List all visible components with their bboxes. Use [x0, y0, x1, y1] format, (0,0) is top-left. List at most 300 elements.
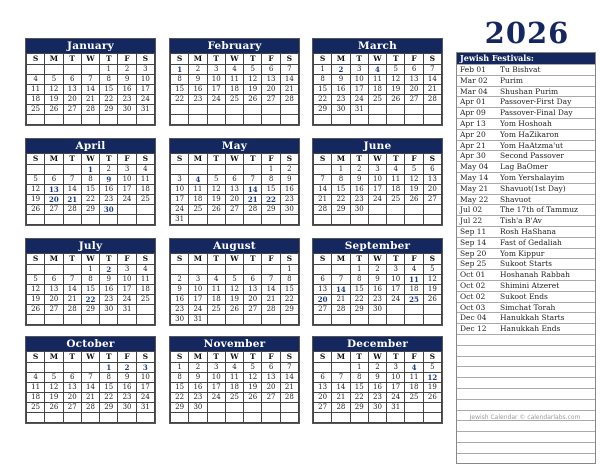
- festival-date: May 04: [460, 162, 489, 172]
- day-cell: [171, 413, 189, 423]
- day-cell: [368, 413, 386, 423]
- day-cell: 14: [81, 85, 99, 95]
- weekday-header: M: [189, 254, 207, 265]
- day-cell: 19: [207, 195, 225, 205]
- day-cell: 8: [81, 275, 99, 285]
- festival-name: Passover-Final Day: [500, 108, 573, 118]
- festival-row: [457, 237, 595, 248]
- weekday-header: M: [332, 254, 350, 265]
- weekday-header: F: [118, 154, 136, 165]
- month-title: January: [26, 39, 155, 53]
- day-cell: [118, 315, 136, 325]
- day-cell: 7: [423, 65, 441, 75]
- festival-date: Apr 01: [460, 97, 486, 107]
- day-cell: 26: [244, 393, 262, 403]
- day-cell: [405, 403, 423, 413]
- day-cell: 10: [171, 185, 189, 195]
- day-cell: 11: [387, 175, 405, 185]
- day-cell: 28: [262, 305, 280, 315]
- day-cell: [244, 413, 262, 423]
- day-cell: 28: [81, 105, 99, 115]
- day-cell: 5: [45, 373, 63, 383]
- day-cell: 19: [27, 195, 45, 205]
- month-title: May: [170, 139, 299, 153]
- day-cell: 12: [207, 185, 225, 195]
- weekday-header: W: [81, 352, 99, 363]
- day-cell: 19: [423, 285, 441, 295]
- day-cell: 8: [81, 175, 99, 185]
- day-cell: 14: [262, 285, 280, 295]
- day-cell: [63, 115, 81, 125]
- day-cell: 14: [314, 185, 332, 195]
- day-cell: 19: [405, 185, 423, 195]
- day-cell: 7: [244, 175, 262, 185]
- day-cell: 26: [423, 295, 441, 305]
- day-cell: 31: [136, 105, 154, 115]
- weekday-header: S: [136, 154, 154, 165]
- day-cell: 1: [314, 65, 332, 75]
- day-cell: 22: [81, 195, 99, 205]
- day-cell: 2: [280, 165, 298, 175]
- day-cell: 9: [350, 175, 368, 185]
- day-cell: 20: [314, 393, 332, 403]
- day-cell: [423, 403, 441, 413]
- day-cell: 29: [332, 205, 350, 215]
- footer-credit: Jewish Calendar © calendarlabs.com: [469, 414, 581, 421]
- festival-date: Sep 11: [460, 226, 487, 236]
- day-cell: [171, 165, 189, 175]
- day-cell: 25: [207, 305, 225, 315]
- day-cell: 28: [332, 305, 350, 315]
- festival-row: [457, 129, 595, 140]
- day-cell: 26: [225, 305, 243, 315]
- festival-row: [457, 172, 595, 183]
- festival-blank-row: [457, 420, 595, 431]
- day-cell: 23: [189, 393, 207, 403]
- day-cell: 22: [100, 95, 118, 105]
- day-cell: [368, 215, 386, 225]
- day-cell: [27, 215, 45, 225]
- day-cell: [405, 115, 423, 125]
- day-cell: 10: [136, 373, 154, 383]
- weekday-header: T: [100, 352, 118, 363]
- day-cell: 29: [350, 305, 368, 315]
- festival-row: [457, 140, 595, 151]
- day-cell: 27: [225, 205, 243, 215]
- day-cell: 1: [100, 363, 118, 373]
- day-cell: [100, 315, 118, 325]
- day-cell: 21: [63, 195, 81, 205]
- day-cell: [387, 413, 405, 423]
- weekday-header: S: [280, 54, 298, 65]
- weekday-header: T: [100, 54, 118, 65]
- day-cell: 2: [350, 165, 368, 175]
- festival-name: Yom Yershalayim: [500, 172, 565, 182]
- weekday-header: W: [81, 54, 99, 65]
- day-cell: [118, 115, 136, 125]
- month-title: October: [26, 337, 155, 351]
- month-title: February: [170, 39, 299, 53]
- day-cell: 7: [63, 175, 81, 185]
- day-cell: 21: [244, 195, 262, 205]
- day-cell: 30: [118, 403, 136, 413]
- day-cell: 17: [350, 85, 368, 95]
- month-may: [169, 138, 300, 226]
- festival-name: Fast of Gedaliah: [500, 237, 562, 247]
- day-cell: [225, 105, 243, 115]
- weekday-header: S: [136, 254, 154, 265]
- festival-blank-row: [457, 431, 595, 442]
- day-cell: 29: [100, 403, 118, 413]
- weekday-header: T: [387, 352, 405, 363]
- day-cell: 19: [423, 383, 441, 393]
- day-cell: 26: [405, 195, 423, 205]
- day-cell: 25: [189, 205, 207, 215]
- day-cell: 3: [368, 165, 386, 175]
- day-cell: 13: [423, 175, 441, 185]
- day-cell: 8: [171, 75, 189, 85]
- festival-blank-row: [457, 345, 595, 356]
- festival-date: Jul 02: [460, 205, 483, 215]
- day-cell: [63, 315, 81, 325]
- festival-row: [457, 323, 595, 334]
- day-cell: [189, 215, 207, 225]
- weekday-header: S: [314, 154, 332, 165]
- day-cell: 27: [262, 393, 280, 403]
- day-cell: 18: [207, 295, 225, 305]
- day-cell: 7: [280, 65, 298, 75]
- day-cell: 3: [387, 363, 405, 373]
- festival-blank-row: [457, 377, 595, 388]
- day-cell: 23: [189, 95, 207, 105]
- month-november: [169, 336, 300, 424]
- day-cell: [225, 165, 243, 175]
- day-cell: 12: [387, 75, 405, 85]
- weekday-header: S: [171, 254, 189, 265]
- day-cell: 13: [405, 75, 423, 85]
- day-cell: 20: [63, 95, 81, 105]
- day-cell: 31: [136, 403, 154, 413]
- day-cell: 5: [244, 363, 262, 373]
- day-cell: 12: [405, 175, 423, 185]
- day-cell: [225, 265, 243, 275]
- day-cell: [244, 265, 262, 275]
- day-cell: 26: [45, 105, 63, 115]
- day-cell: 20: [225, 195, 243, 205]
- day-cell: 6: [314, 373, 332, 383]
- day-cell: [314, 265, 332, 275]
- day-cell: 2: [368, 265, 386, 275]
- month-title: August: [170, 239, 299, 253]
- day-cell: 17: [136, 383, 154, 393]
- weekday-header: S: [314, 254, 332, 265]
- weekday-header: S: [314, 352, 332, 363]
- day-cell: [171, 265, 189, 275]
- weekday-header: T: [387, 154, 405, 165]
- day-cell: [280, 105, 298, 115]
- day-cell: 15: [350, 383, 368, 393]
- day-cell: [423, 305, 441, 315]
- day-cell: [225, 315, 243, 325]
- day-cell: 25: [136, 295, 154, 305]
- festival-date: Dec 04: [460, 313, 487, 323]
- festival-date: Oct 02: [460, 280, 486, 290]
- day-cell: 27: [45, 205, 63, 215]
- day-cell: 9: [189, 373, 207, 383]
- weekday-header: S: [314, 54, 332, 65]
- day-cell: 29: [280, 305, 298, 315]
- day-cell: 8: [100, 75, 118, 85]
- day-cell: [63, 215, 81, 225]
- month-title: July: [26, 239, 155, 253]
- weekday-header: T: [207, 254, 225, 265]
- day-cell: [280, 315, 298, 325]
- day-cell: [136, 115, 154, 125]
- weekday-header: T: [387, 54, 405, 65]
- day-cell: [207, 105, 225, 115]
- day-cell: [368, 115, 386, 125]
- day-cell: 1: [81, 165, 99, 175]
- day-cell: 2: [189, 363, 207, 373]
- day-cell: 27: [244, 305, 262, 315]
- festival-blank-row: [457, 453, 595, 464]
- day-cell: [207, 115, 225, 125]
- day-cell: [262, 105, 280, 115]
- day-cell: 4: [405, 265, 423, 275]
- day-cell: 22: [350, 295, 368, 305]
- day-cell: 1: [280, 265, 298, 275]
- day-cell: 29: [262, 205, 280, 215]
- weekday-header: W: [81, 154, 99, 165]
- day-cell: 18: [405, 383, 423, 393]
- day-cell: 11: [405, 373, 423, 383]
- weekday-header: T: [207, 54, 225, 65]
- day-cell: 24: [387, 295, 405, 305]
- day-cell: 26: [387, 95, 405, 105]
- day-cell: 30: [171, 315, 189, 325]
- month-august: [169, 238, 300, 326]
- festival-name: Simchat Torah: [500, 302, 556, 312]
- weekday-header: M: [189, 352, 207, 363]
- day-cell: 6: [423, 165, 441, 175]
- festival-row: [457, 258, 595, 269]
- day-cell: 16: [100, 185, 118, 195]
- day-cell: 31: [387, 403, 405, 413]
- day-cell: 22: [350, 393, 368, 403]
- day-cell: 29: [81, 205, 99, 215]
- day-cell: 6: [45, 175, 63, 185]
- month-january: [25, 38, 156, 126]
- month-april: [25, 138, 156, 226]
- day-cell: 19: [387, 85, 405, 95]
- day-cell: [368, 105, 386, 115]
- day-cell: 1: [81, 265, 99, 275]
- day-cell: 14: [81, 383, 99, 393]
- day-cell: 28: [314, 205, 332, 215]
- day-cell: 10: [350, 75, 368, 85]
- day-cell: 28: [63, 205, 81, 215]
- festival-row: [457, 118, 595, 129]
- weekday-header: T: [100, 154, 118, 165]
- weekday-header: S: [171, 154, 189, 165]
- month-february: [169, 38, 300, 126]
- festival-name: Yom HaAtzma'ut: [500, 140, 564, 150]
- festival-date: Jul 22: [460, 216, 483, 226]
- day-cell: [63, 413, 81, 423]
- festival-name: Hanukkah Ends: [500, 324, 561, 334]
- day-cell: [27, 265, 45, 275]
- day-cell: [81, 65, 99, 75]
- day-cell: 4: [405, 363, 423, 373]
- day-cell: [405, 105, 423, 115]
- day-cell: 2: [189, 65, 207, 75]
- festival-name: Shavuot(1st Day): [500, 183, 566, 193]
- day-cell: [244, 315, 262, 325]
- day-cell: [225, 413, 243, 423]
- day-cell: 24: [136, 393, 154, 403]
- day-cell: [45, 165, 63, 175]
- day-cell: 6: [405, 65, 423, 75]
- day-cell: 6: [63, 373, 81, 383]
- festival-date: May 21: [460, 183, 489, 193]
- festival-date: Apr 30: [460, 151, 486, 161]
- day-cell: [314, 363, 332, 373]
- day-cell: 9: [332, 75, 350, 85]
- festival-date: Sep 20: [460, 248, 487, 258]
- festivals-title: Jewish Festivals:: [457, 53, 595, 64]
- day-cell: 16: [368, 383, 386, 393]
- day-cell: 27: [63, 403, 81, 413]
- day-cell: [136, 315, 154, 325]
- weekday-header: M: [332, 54, 350, 65]
- day-cell: 16: [118, 85, 136, 95]
- weekday-header: M: [45, 154, 63, 165]
- day-cell: 6: [262, 363, 280, 373]
- day-cell: 17: [207, 85, 225, 95]
- day-cell: 2: [171, 275, 189, 285]
- festival-name: Yom Kippur: [500, 248, 545, 258]
- day-cell: 2: [368, 363, 386, 373]
- day-cell: [350, 413, 368, 423]
- day-cell: [387, 205, 405, 215]
- day-cell: 4: [27, 75, 45, 85]
- day-cell: 23: [368, 393, 386, 403]
- festival-name: Purim: [500, 75, 523, 85]
- day-cell: 30: [118, 105, 136, 115]
- day-cell: [63, 363, 81, 373]
- day-cell: 21: [423, 85, 441, 95]
- day-cell: 10: [207, 75, 225, 85]
- day-cell: [27, 165, 45, 175]
- day-cell: [63, 265, 81, 275]
- day-cell: 3: [189, 275, 207, 285]
- day-cell: 3: [118, 265, 136, 275]
- weekday-header: S: [136, 54, 154, 65]
- day-cell: 16: [280, 185, 298, 195]
- festival-date: Sep 25: [460, 259, 487, 269]
- day-cell: [118, 215, 136, 225]
- day-cell: [262, 115, 280, 125]
- festival-blank-row: [457, 356, 595, 367]
- weekday-header: W: [225, 352, 243, 363]
- festivals-list: [457, 64, 595, 463]
- day-cell: 18: [27, 95, 45, 105]
- day-cell: 4: [27, 373, 45, 383]
- day-cell: 12: [423, 275, 441, 285]
- day-cell: 23: [332, 95, 350, 105]
- day-cell: 22: [280, 295, 298, 305]
- day-cell: 2: [100, 165, 118, 175]
- day-cell: [262, 403, 280, 413]
- day-cell: 11: [225, 373, 243, 383]
- day-cell: 11: [207, 285, 225, 295]
- day-cell: 23: [100, 195, 118, 205]
- day-cell: [45, 413, 63, 423]
- day-cell: 18: [225, 85, 243, 95]
- weekday-header: F: [262, 54, 280, 65]
- day-cell: [225, 115, 243, 125]
- day-cell: [368, 205, 386, 215]
- day-cell: 20: [262, 85, 280, 95]
- day-cell: 14: [63, 285, 81, 295]
- day-cell: 24: [350, 95, 368, 105]
- day-cell: 15: [332, 185, 350, 195]
- day-cell: 30: [100, 305, 118, 315]
- day-cell: 14: [63, 185, 81, 195]
- year-title: 2026: [484, 16, 570, 50]
- weekday-header: S: [27, 352, 45, 363]
- day-cell: [27, 315, 45, 325]
- day-cell: 27: [314, 403, 332, 413]
- day-cell: [405, 215, 423, 225]
- festival-name: Shimini Atzeret: [500, 280, 560, 290]
- day-cell: [332, 265, 350, 275]
- day-cell: [423, 115, 441, 125]
- day-cell: 5: [423, 265, 441, 275]
- day-cell: [81, 115, 99, 125]
- festival-date: Oct 02: [460, 291, 486, 301]
- day-cell: 23: [100, 295, 118, 305]
- day-cell: 20: [244, 295, 262, 305]
- day-cell: 28: [244, 205, 262, 215]
- day-cell: [262, 265, 280, 275]
- day-cell: 12: [27, 185, 45, 195]
- day-cell: [314, 165, 332, 175]
- festival-date: Mar 02: [460, 75, 488, 85]
- day-cell: 8: [280, 275, 298, 285]
- day-cell: 25: [387, 195, 405, 205]
- day-cell: 6: [63, 75, 81, 85]
- weekday-header: S: [27, 54, 45, 65]
- day-cell: 2: [118, 65, 136, 75]
- day-cell: 29: [350, 403, 368, 413]
- day-cell: [387, 315, 405, 325]
- day-cell: 11: [368, 75, 386, 85]
- day-cell: 18: [136, 185, 154, 195]
- day-cell: 20: [63, 393, 81, 403]
- day-cell: 29: [314, 105, 332, 115]
- day-cell: [314, 215, 332, 225]
- day-cell: 26: [244, 95, 262, 105]
- weekday-header: W: [368, 352, 386, 363]
- day-cell: 12: [244, 373, 262, 383]
- day-cell: 30: [100, 205, 118, 215]
- day-cell: 14: [280, 75, 298, 85]
- day-cell: 11: [27, 383, 45, 393]
- day-cell: 24: [207, 393, 225, 403]
- day-cell: 21: [81, 393, 99, 403]
- day-cell: 15: [350, 285, 368, 295]
